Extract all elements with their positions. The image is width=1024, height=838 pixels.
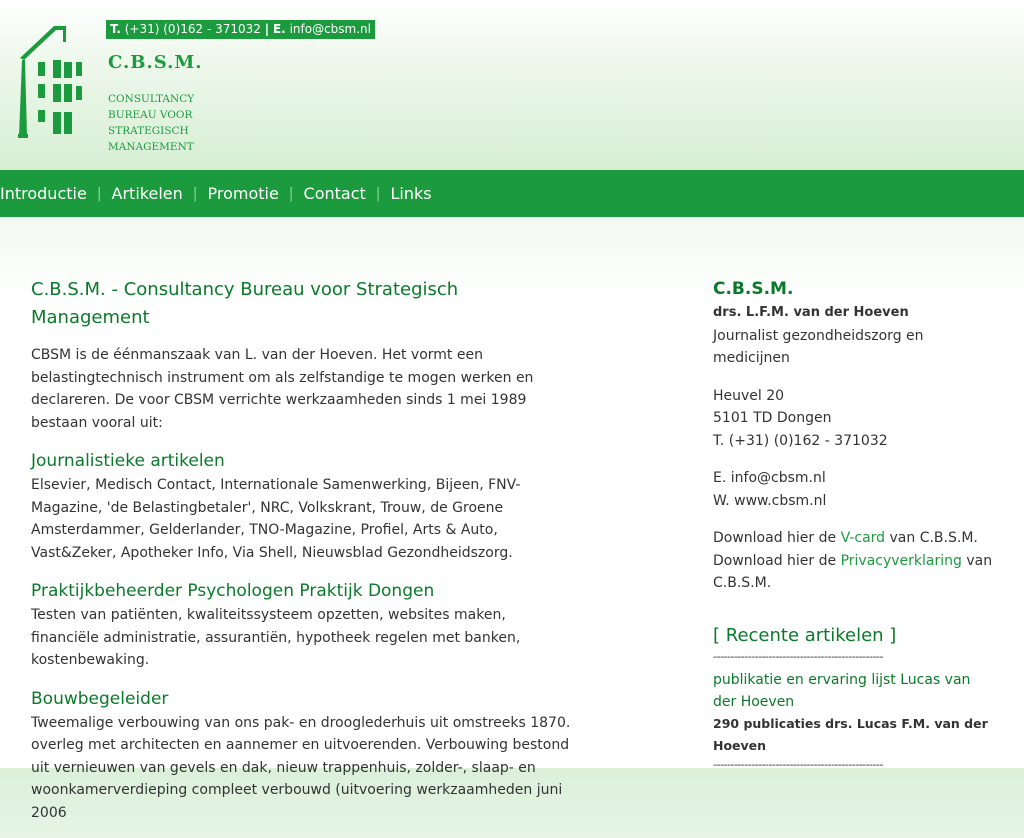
section-heading-praktijkbeheerder: Praktijkbeheerder Psychologen Praktijk Dongen — [31, 581, 435, 601]
address-street: Heuvel 20 — [713, 387, 785, 404]
main-nav — [0, 170, 1024, 217]
contact-separator: | — [264, 22, 270, 36]
section-heading-journalistiek: Journalistieke artikelen — [31, 451, 225, 471]
vcard-link[interactable]: V-card — [840, 530, 886, 546]
download-prefix: Download hier de — [713, 552, 837, 569]
article-title-link[interactable]: publikatie en ervaring lijst Lucas van der Hoeven — [713, 671, 971, 710]
tagline-line: CONSULTANCY — [108, 93, 195, 105]
header-email[interactable]: info@cbsm.nl — [289, 22, 371, 36]
person-block — [713, 302, 993, 370]
person-role: Journalist gezondheidszorg en medicijnen — [713, 327, 924, 366]
contact-strip — [106, 20, 375, 39]
site-header — [0, 0, 1024, 170]
nav-separator: | — [288, 185, 294, 202]
nav-introductie[interactable]: Introductie — [0, 184, 87, 203]
online-block — [713, 467, 993, 512]
download-vcard-line — [713, 527, 993, 550]
section-text-journalistiek: Elsevier, Medisch Contact, Internationale Samenwerking, Bijeen, FNV-Magazine, 'de Belastingbetaler', NRC, Volkskrant, Trouw, de Groene Amsterdammer, Gelderlander, TNO-Magazine, Profiel, Arts & Auto, Vast&Zeker, Apotheker Info, Via Shell, Nieuwsblad Gezondheidszorg. — [31, 477, 521, 561]
intro-text: CBSM is de éénmanszaak van L. van der Hoeven. Het vormt een belastingtechnisch instrument om als zelfstandige te mogen werken en declareren. De voor CBSM verrichte werkzaamheden sinds 1 mei 1989 bestaan vooral uit: — [31, 347, 534, 431]
person-name: drs. L.F.M. van der Hoeven — [713, 305, 909, 320]
sidebar-email: E. info@cbsm.nl — [713, 470, 826, 486]
header-phone: (+31) (0)162 - 371032 — [124, 22, 261, 36]
address-city: 5101 TD Dongen — [713, 410, 832, 426]
email-prefix: E. — [272, 22, 286, 36]
page-title: C.B.S.M. - Consultancy Bureau voor Strategisch Management — [31, 279, 459, 328]
privacy-suffix: van C.B.S.M. — [713, 552, 993, 591]
brand-name: C.B.S.M. — [108, 52, 203, 73]
brand-tagline — [108, 91, 228, 155]
main-content — [31, 276, 571, 838]
section-heading-bouwbegeleider: Bouwbegeleider — [31, 688, 169, 709]
nav-artikelen[interactable]: Artikelen — [111, 184, 183, 203]
tel-prefix: T. — [110, 22, 121, 36]
tagline-line: BUREAU VOOR — [108, 109, 193, 121]
tagline-line: MANAGEMENT — [108, 141, 194, 153]
nav-links[interactable]: Links — [390, 184, 432, 203]
sidebar-web: W. www.cbsm.nl — [713, 492, 827, 509]
article-meta: 290 publicaties drs. Lucas F.M. van der Hoeven — [713, 715, 988, 753]
downloads-block — [713, 527, 993, 595]
privacy-link[interactable]: Privacyverklaring — [840, 552, 962, 569]
tagline-line: STRATEGISCH — [108, 125, 189, 137]
section-text-praktijkbeheerder: Testen van patiënten, kwaliteitssysteem opzetten, websites maken, financiële administratie, assurantiën, hypotheek regelen met banken, kostenbewaking. — [31, 607, 521, 668]
nav-promotie[interactable]: Promotie — [207, 184, 279, 203]
section-text-bouwbegeleider: Tweemalige verbouwing van ons pak- en drooglederhuis uit omstreeks 1870. overleg met architecten en aannemer en uitvoerenden. Verbouwing bestond uit vernieuwen van gevels en dak, nieuw trappenhuis, zolder-, slaap- en woonkamerverdieping compleet verbouwd (uitvoering werkzaamheden juni 2006 — [31, 714, 571, 821]
nav-separator: | — [375, 185, 381, 202]
house-logo-icon[interactable] — [16, 22, 96, 140]
nav-contact[interactable]: Contact — [303, 184, 366, 203]
sidebar-title: C.B.S.M. — [713, 279, 794, 299]
divider: ------------------------------------------------- — [713, 757, 883, 771]
address-phone: T. (+31) (0)162 - 371032 — [713, 432, 888, 449]
recent-articles-heading: [ Recente artikelen ] — [713, 624, 897, 646]
address-block — [713, 385, 993, 453]
nav-separator: | — [192, 185, 198, 202]
sidebar — [713, 276, 993, 773]
download-privacy-line — [713, 550, 993, 595]
download-prefix: Download hier de — [713, 530, 837, 546]
divider: ------------------------------------------------- — [713, 649, 883, 663]
nav-separator: | — [96, 185, 102, 202]
vcard-suffix: van C.B.S.M. — [889, 530, 978, 546]
